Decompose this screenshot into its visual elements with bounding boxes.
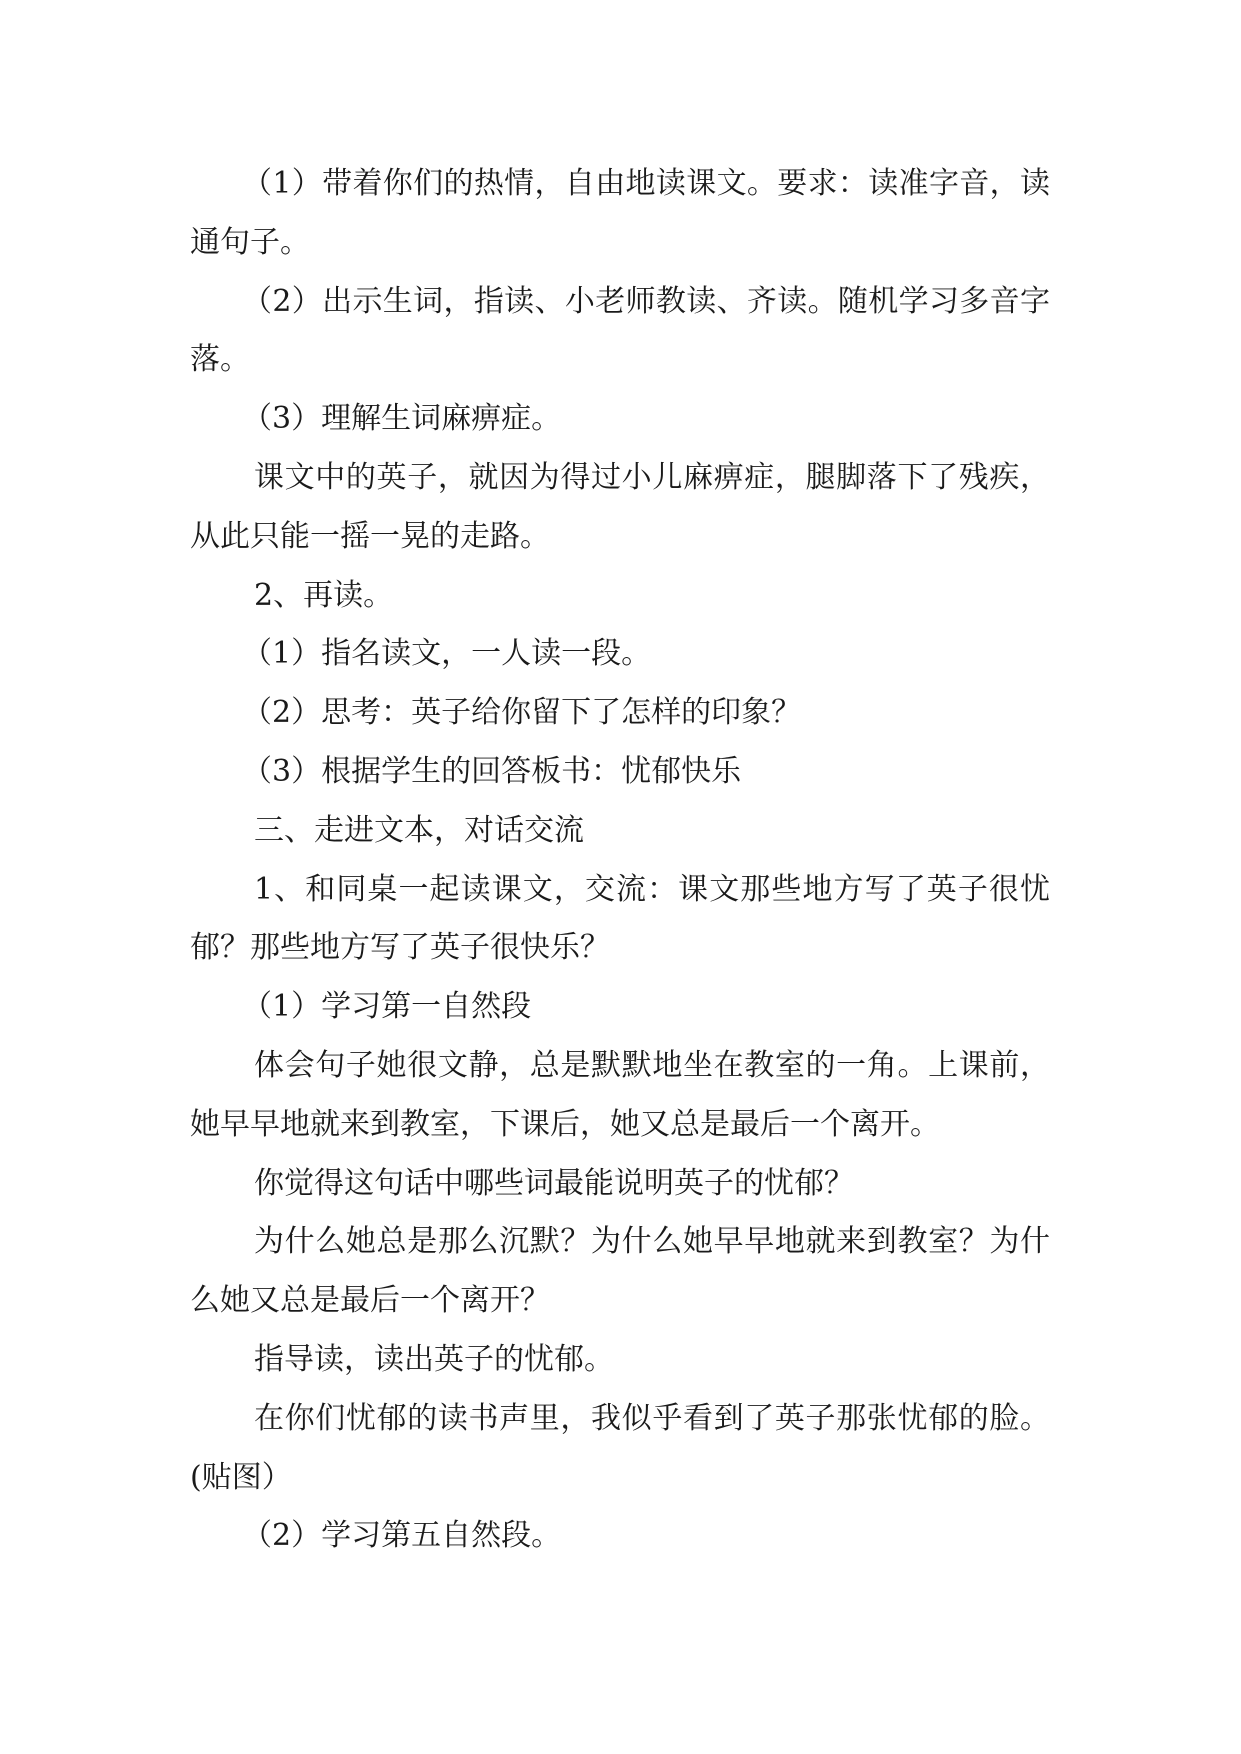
- paragraph-8: （3）根据学生的回答板书：忧郁快乐: [242, 753, 742, 789]
- paragraph-13: 你觉得这句话中哪些词最能说明英子的忧郁？: [254, 1165, 854, 1201]
- paragraph-3: （3）理解生词麻痹症。: [242, 401, 562, 437]
- paragraph-17: （2）学习第五自然段。: [242, 1518, 562, 1554]
- section-heading: 三、走进文本，对话交流: [254, 812, 584, 848]
- paragraph-11: （1）学习第一自然段: [242, 989, 532, 1025]
- paragraph-15: 指导读，读出英子的忧郁。: [254, 1341, 614, 1377]
- paragraph-16: 在你们忧郁的读书声里，我似乎看到了英子那张忧郁的脸。(贴图）: [190, 1400, 1050, 1495]
- paragraph-5: 2、再读。: [254, 577, 394, 613]
- paragraph-6: （1）指名读文，一人读一段。: [242, 636, 652, 672]
- paragraph-1: （1）带着你们的热情，自由地读课文。要求：读准字音，读通句子。: [190, 166, 1050, 260]
- paragraph-12: 体会句子她很文静，总是默默地坐在教室的一角。上课前，她早早地就来到教室，下课后，她又总是最后一个离开。: [190, 1047, 1050, 1142]
- document-body: [190, 155, 1050, 1566]
- paragraph-4: 课文中的英子，就因为得过小儿麻痹症，腿脚落下了残疾，从此只能一摇一晃的走路。: [190, 459, 1050, 554]
- paragraph-10: 1、和同桌一起读课文，交流：课文那些地方写了英子很忧郁？那些地方写了英子很快乐？: [190, 871, 1050, 966]
- paragraph-2: （2）出示生词，指读、小老师教读、齐读。随机学习多音字落。: [190, 283, 1050, 378]
- paragraph-14: 为什么她总是那么沉默？为什么她早早地就来到教室？为什么她又总是最后一个离开？: [190, 1224, 1050, 1319]
- paragraph-7: （2）思考：英子给你留下了怎样的印象？: [242, 695, 802, 731]
